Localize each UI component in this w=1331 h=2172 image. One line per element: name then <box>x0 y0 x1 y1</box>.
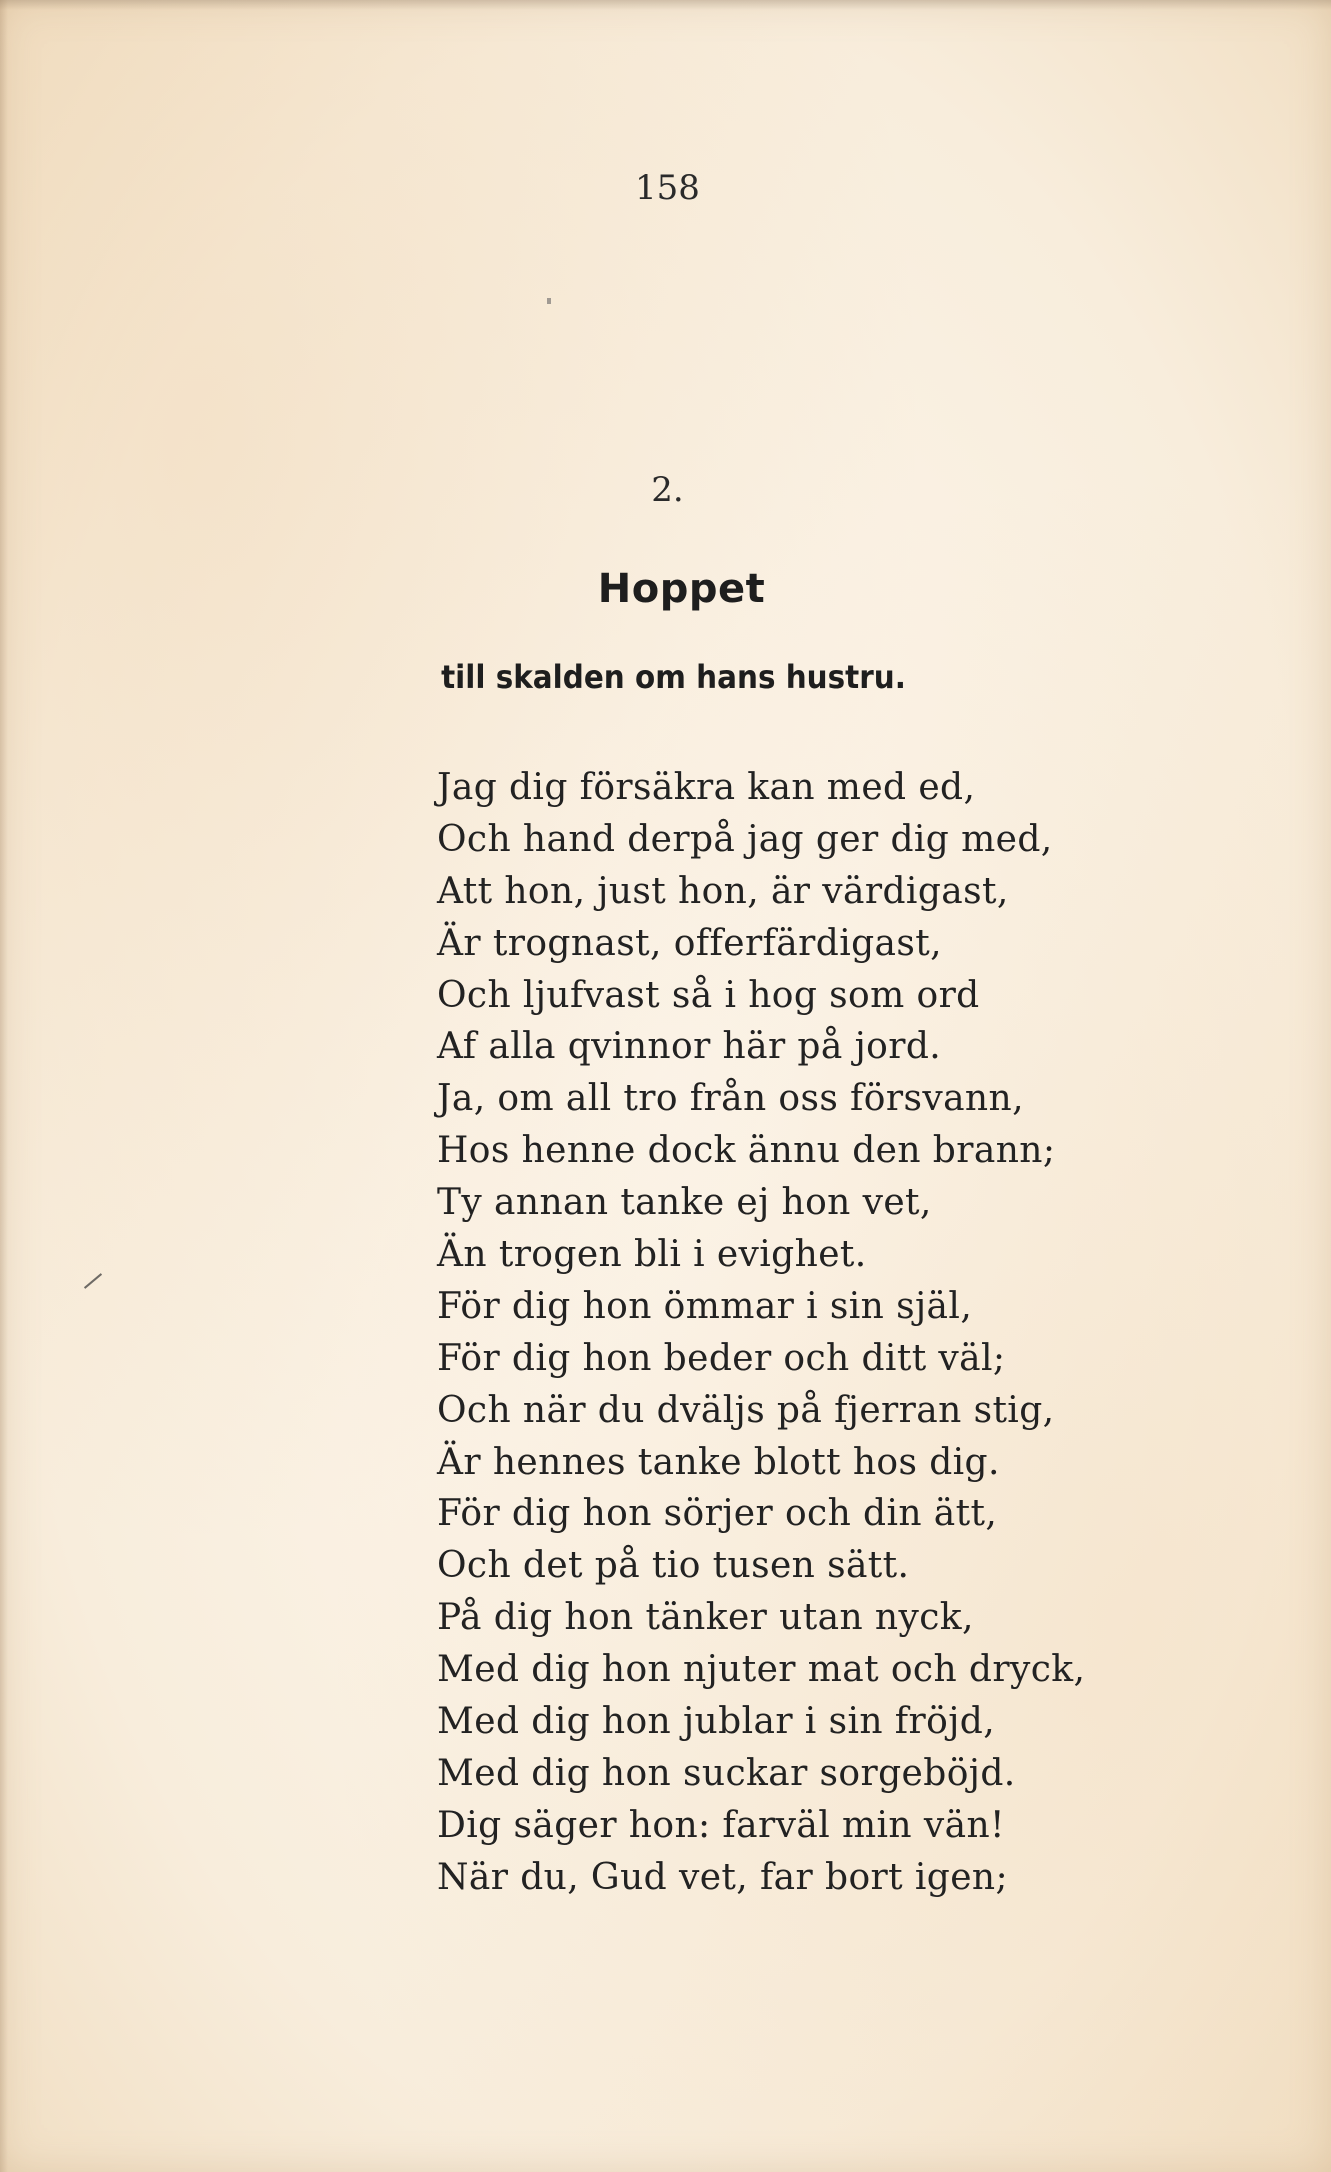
poem-line: Med dig hon jublar i sin fröjd, <box>437 1701 996 1743</box>
poem-line: Är trognast, offerfärdigast, <box>437 922 943 964</box>
poem-line: Hos henne dock ännu den brann; <box>437 1130 1056 1172</box>
poem-line: Jag dig försäkra kan med ed, <box>437 767 976 808</box>
poem-line: För dig hon beder och ditt väl; <box>437 1337 1006 1379</box>
poem-line: För dig hon ömmar i sin själ, <box>437 1285 973 1327</box>
poem-subtitle: till skalden om hans hustru. <box>441 658 906 696</box>
page-top-shadow <box>0 0 1331 10</box>
poem-line: Med dig hon suckar sorgeböjd. <box>437 1752 1016 1794</box>
poem-line: Än trogen bli i evighet. <box>437 1234 867 1276</box>
poem-line: Och ljufvast så i hog som ord <box>437 974 980 1016</box>
poem-line: Och det på tio tusen sätt. <box>437 1545 910 1587</box>
section-number: 2. <box>651 470 684 510</box>
poem-line: På dig hon tänker utan nyck, <box>437 1597 974 1639</box>
poem-line: Af alla qvinnor här på jord. <box>437 1026 942 1068</box>
poem-line: Ty annan tanke ej hon vet, <box>437 1182 932 1224</box>
page-number: 158 <box>635 168 700 208</box>
poem-title: Hoppet <box>597 566 766 612</box>
poem-line: Och hand derpå jag ger dig med, <box>437 818 1053 860</box>
poem-line: Och när du dväljs på fjerran stig, <box>437 1389 1055 1431</box>
poem-line: För dig hon sörjer och din ätt, <box>437 1493 998 1535</box>
page-left-shadow <box>0 0 8 2172</box>
poem-line: Att hon, just hon, är värdigast, <box>437 870 1009 912</box>
poem-line: När du, Gud vet, far bort igen; <box>437 1856 1009 1898</box>
poem-body <box>437 762 1297 1904</box>
ink-speck <box>547 298 551 304</box>
pencil-mark <box>84 1273 102 1289</box>
poem-line: Dig säger hon: farväl min vän! <box>437 1804 1005 1846</box>
poem-line: Är hennes tanke blott hos dig. <box>437 1441 1000 1483</box>
poem-line: Ja, om all tro från oss försvann, <box>437 1078 1024 1120</box>
poem-line: Med dig hon njuter mat och dryck, <box>437 1649 1086 1691</box>
